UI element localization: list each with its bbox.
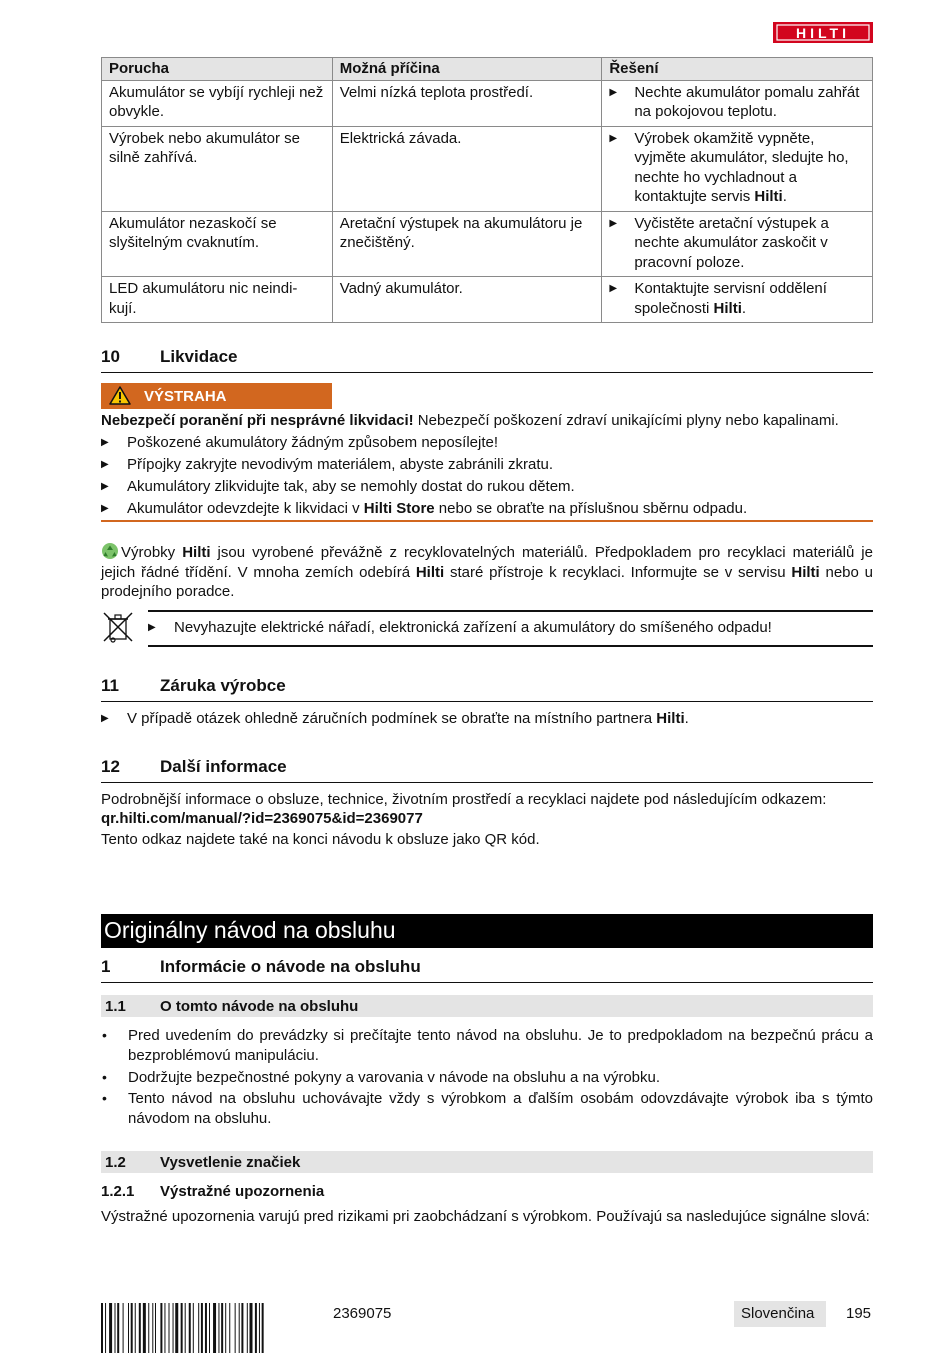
table-header-row (102, 58, 873, 81)
problem-cell: Výrobek nebo akumulátor se silně zahřívá. (102, 126, 333, 211)
barcode-bar (152, 1303, 153, 1353)
list-item: ▶ Poškozené akumulátory žádným způsobem neposílejte! (101, 434, 499, 451)
logo-text: HILTI (796, 25, 850, 41)
table-row (102, 277, 873, 323)
solution-text: Kontaktujte servisní oddělení společnosti Hilti. (634, 280, 827, 317)
doc-number: 2369075 (333, 1305, 392, 1322)
warning-banner (101, 383, 332, 409)
solution-text: Vyčistěte aretační výstupek a nechte akumulátor zaskočit v pracovní poloze. (634, 214, 829, 271)
barcode-bar (185, 1303, 186, 1353)
barcode-bar (135, 1303, 136, 1353)
list-item: ▶ Přípojky zakryjte nevodivým materiálem, abyste zabránili zkratu. (101, 456, 553, 473)
barcode-bar (198, 1303, 199, 1353)
warning-label: VÝSTRAHA (144, 388, 227, 405)
list-item: ▶ Akumulátory zlikvidujte tak, aby se nemohly dostat do rukou dětem. (101, 478, 575, 495)
subsection-heading-1-2: 1.2 Vysvetlenie značiek (101, 1151, 873, 1173)
divider (148, 645, 873, 647)
warning-triangle-icon (109, 386, 131, 405)
solution-cell (602, 126, 873, 211)
hilti-logo (773, 22, 873, 43)
barcode-bar (209, 1303, 210, 1353)
barcode-bar (247, 1303, 248, 1353)
barcode-bar (139, 1303, 141, 1353)
troubleshooting-table (101, 57, 873, 323)
arrow-bullet-icon: ▶ (609, 217, 618, 229)
barcode-bar (181, 1303, 183, 1353)
barcode-bar (189, 1303, 191, 1353)
barcode-bar (164, 1303, 165, 1353)
recycle-icon (101, 542, 119, 560)
barcode-bar (115, 1303, 116, 1353)
barcode-bar (235, 1303, 236, 1353)
solution-text: Výrobek okamžitě vypněte, vyjměte akumulátor, sledujte ho, nechte ho vychladnout a kontaktujte servis Hilti. (634, 129, 849, 205)
info-text: Podrobnější informace o obsluze, technice, životním prostředí a recyklaci najdete pod následujícím odkazem: (101, 791, 827, 808)
barcode-bar (169, 1303, 170, 1353)
problem-cell: Akumulátor nezaskočí se slyšitelným cvaknutím. (102, 211, 333, 277)
weee-crossed-bin-icon (101, 610, 135, 644)
barcode-bar (201, 1303, 203, 1353)
cause-cell: Aretační výstupek na akumulátoru je znečištěný. (332, 211, 602, 277)
list-item: • Pred uvedením do prevádzky si prečítajte tento návod na obsluhu. Je to predpokladom na bezpečnú prácu a bezproblémovú manipuláciu. (102, 1027, 873, 1064)
barcode-bar (123, 1303, 124, 1353)
solution-cell (602, 211, 873, 277)
barcode-bar (259, 1303, 260, 1353)
barcode-bar (241, 1303, 243, 1353)
barcode-bar (262, 1303, 264, 1353)
weee-instruction: ▶ Nevyhazujte elektrické nářadí, elektronická zařízení a akumulátory do smíšeného odpadu! (148, 619, 772, 636)
manual-link[interactable]: qr.hilti.com/manual/?id=2369075&id=2369077 (101, 810, 423, 827)
barcode-bar (143, 1303, 146, 1353)
cause-cell: Velmi nízká teplota prostředí. (332, 80, 602, 126)
problem-cell: LED akumulátoru nic neindi-kují. (102, 277, 333, 323)
warning-intro-text: Výstražné upozornenia varujú pred rizikami pri zaobchádzaní s výrobkom. Používajú sa nasledujúce signálne slová: (101, 1208, 870, 1225)
col-header-problem: Porucha (102, 58, 333, 81)
solution-text: Nechte akumulátor pomalu zahřát na pokojovou teplotu. (634, 83, 860, 120)
barcode-bar (105, 1303, 106, 1353)
barcode-bar (218, 1303, 219, 1353)
arrow-bullet-icon: ▶ (609, 86, 618, 98)
barcode-bar (205, 1303, 207, 1353)
solution-cell (602, 277, 873, 323)
list-item: • Dodržujte bezpečnostné pokyny a varovania v návode na obsluhu a na výrobku. (102, 1069, 661, 1086)
divider (148, 610, 873, 612)
barcode-bar (175, 1303, 178, 1353)
barcode-bar (131, 1303, 133, 1353)
subsection-heading-1-1: 1.1 O tomto návode na obsluhu (101, 995, 873, 1017)
barcode-bar (255, 1303, 257, 1353)
barcode-bar (155, 1303, 156, 1353)
table-row (102, 80, 873, 126)
list-item: ▶ Akumulátor odevzdejte k likvidaci v Hilti Store nebo se obraťte na příslušnou sběrnu odpadu. (101, 500, 748, 517)
table-row (102, 126, 873, 211)
barcode-bar (109, 1303, 112, 1353)
warning-text: Nebezpečí poranění při nesprávné likvidaci! Nebezpečí poškození zdraví unikajícími plyny nebo kapalinami. (101, 412, 839, 429)
cause-cell: Vadný akumulátor. (332, 277, 602, 323)
barcode-bar (117, 1303, 119, 1353)
barcode (101, 1303, 317, 1353)
list-item: ▶ V případě otázek ohledně záručních podmínek se obraťte na místního partnera Hilti. (101, 710, 689, 727)
section-heading-12: 12 Další informace (101, 757, 873, 783)
barcode-bar (173, 1303, 174, 1353)
col-header-solution: Řešení (602, 58, 873, 81)
page-number: 195 (846, 1305, 872, 1322)
barcode-bar (239, 1303, 240, 1353)
barcode-bar (128, 1303, 129, 1353)
language-tag: Slovenčina (734, 1301, 826, 1327)
barcode-bar (250, 1303, 253, 1353)
list-item: • Tento návod na obsluhu uchovávajte vždy s výrobkom a ďalším osobám odovzdávajte výrobok iba s týmto návodom na obsluhu. (102, 1090, 873, 1127)
solution-cell (602, 80, 873, 126)
table-row (102, 211, 873, 277)
arrow-bullet-icon: ▶ (609, 283, 618, 294)
language-section-banner: Originálny návod na obsluhu (101, 914, 873, 948)
arrow-bullet-icon: ▶ (609, 132, 618, 144)
barcode-bar (225, 1303, 226, 1353)
recycling-paragraph: Výrobky Hilti jsou vyrobené převážně z recyklovatelných materiálů. Předpokladem pro recyklaci materiálů je jejich řádné třídění. V mnoha zemích odebírá Hilti staré přístroje k recyklaci. Informujte se v servisu Hilti nebo u prodejního poradce. (101, 544, 873, 600)
barcode-bar (148, 1303, 149, 1353)
section-heading-11: 11 Záruka výrobce (101, 676, 873, 702)
barcode-bar (229, 1303, 230, 1353)
cause-cell: Elektrická závada. (332, 126, 602, 211)
warning-end-divider (101, 520, 873, 522)
section-heading-1: 1 Informácie o návode na obsluhu (101, 957, 873, 983)
barcode-bar (101, 1303, 103, 1353)
col-header-cause: Možná příčina (332, 58, 602, 81)
problem-cell: Akumulátor se vybíjí rychleji než obvykle. (102, 80, 333, 126)
barcode-bar (193, 1303, 194, 1353)
info-text: Tento odkaz najdete také na konci návodu k obsluze jako QR kód. (101, 831, 540, 848)
barcode-bar (213, 1303, 216, 1353)
section-heading-10: 10 Likvidace (101, 347, 873, 373)
barcode-bar (160, 1303, 162, 1353)
barcode-bar (221, 1303, 223, 1353)
subsubsection-heading-1-2-1: 1.2.1 Výstražné upozornenia (101, 1183, 325, 1200)
